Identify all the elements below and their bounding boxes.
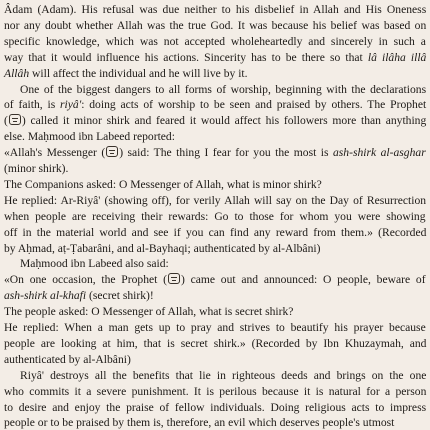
salawat-symbol-icon	[9, 114, 21, 125]
text-line	[4, 384, 426, 399]
text-segment: when people are receiving their rewards: Go to those for whom you were showing	[4, 209, 426, 223]
text-line	[4, 50, 426, 65]
text-line	[4, 113, 426, 128]
text-line	[4, 352, 131, 367]
text-line	[4, 320, 426, 335]
salawat-symbol-icon	[168, 273, 180, 284]
text-line	[20, 82, 426, 97]
text-segment: by Aḥmad, aṭ-Ṭabarâni, and al-Bayhaqi; authenticated by al-Albâni)	[4, 241, 321, 255]
text-segment: «On one occasion, the Prophet (	[4, 273, 167, 287]
text-segment: else. Maḥmood ibn Labeed reported:	[4, 130, 175, 144]
text-segment: people or to be praised by them is, therefore, an evil which deserves people's utmost	[4, 416, 395, 430]
text-segment: One of the biggest dangers to all forms of worship, beginning with the declarations	[20, 82, 427, 96]
text-line	[4, 400, 426, 415]
text-segment: ) said: The thing I fear for you the most is	[119, 146, 333, 160]
text-segment: (secret shirk)!	[86, 289, 154, 303]
salawat-symbol-icon	[106, 146, 118, 157]
text-segment: Riyâ' destroys all the benefits that lie in righteous deeds and brings on the one	[20, 368, 427, 382]
text-line	[4, 18, 426, 33]
text-segment: (minor shirk).	[4, 162, 69, 175]
text-segment: (	[4, 114, 8, 128]
text-line	[20, 256, 169, 271]
text-segment: : doing acts of worship to be seen and praised by others. The Prophet	[81, 98, 427, 112]
text-segment: authenticated by al-Albâni)	[4, 352, 131, 366]
text-segment: off in the material world and see if you can find any reward from them.» (Recorded	[4, 225, 427, 239]
text-line	[4, 209, 426, 224]
text-segment: ) came out and announced: O people, beware of	[180, 273, 426, 287]
text-segment: who commits it a severe punishment. It is perilous because it is natural for a person	[4, 384, 427, 398]
text-segment: «Allah's Messenger (	[4, 146, 106, 160]
italic-term: riyâ'	[60, 98, 82, 112]
text-line	[20, 368, 426, 383]
text-segment: He replied: When a man gets up to pray and strives to beautify his prayer because	[4, 321, 426, 334]
text-line	[4, 34, 426, 49]
text-segment: will affect the individual and he will live by it.	[29, 66, 248, 80]
text-segment: nor any doubt whether Allah was the true God. It was because his belief was based on	[4, 18, 427, 32]
text-line	[4, 336, 426, 351]
text-line	[4, 177, 322, 192]
text-segment: He replied: Ar-Riyâ' (showing off), for verily Allah will say on the Day of Resurrection	[4, 193, 427, 207]
italic-term: ash-shirk al-khafi	[4, 289, 87, 303]
text-line	[4, 2, 426, 17]
text-line	[4, 272, 426, 287]
text-segment: specific knowledge, which was not accepted wholeheartedly and sincerely in such a	[4, 34, 426, 48]
text-line	[4, 193, 426, 208]
text-line	[4, 145, 426, 160]
text-line	[4, 66, 248, 81]
text-segment: Maḥmood ibn Labeed also said:	[20, 257, 169, 271]
text-segment: way that it would influence his actions. Sincerity has to be there so that	[4, 50, 368, 64]
text-line	[4, 225, 426, 240]
text-segment: The Companions asked: O Messenger of Allah, what is minor shirk?	[4, 177, 322, 191]
text-segment: The people asked: O Messenger of Allah, what is secret shirk?	[4, 305, 294, 319]
text-line	[4, 97, 426, 112]
text-segment: of faith, is	[4, 98, 61, 112]
text-line	[4, 129, 175, 144]
text-line	[4, 304, 293, 319]
text-segment: to desire and enjoy the praise of fellow individuals. Doing religious acts to impress	[4, 400, 427, 414]
text-segment: people are looking at him, that is secret shirk.» (Recorded by Ibn Khuzaymah, and	[4, 336, 427, 350]
italic-term: ash-shirk al-asghar	[333, 146, 426, 160]
text-line	[4, 241, 320, 256]
text-line	[4, 415, 394, 430]
text-line	[4, 288, 154, 303]
italic-term: Allâh	[4, 66, 30, 80]
text-segment: ) called it minor shirk and feared it would affect his followers more than anything	[21, 114, 427, 128]
text-segment: Âdam (Adam). His refusal was due neither to his disbelief in Allah and His Oneness	[4, 3, 427, 16]
text-line	[4, 161, 68, 176]
italic-term: lâ ilâha illâ	[367, 50, 427, 64]
